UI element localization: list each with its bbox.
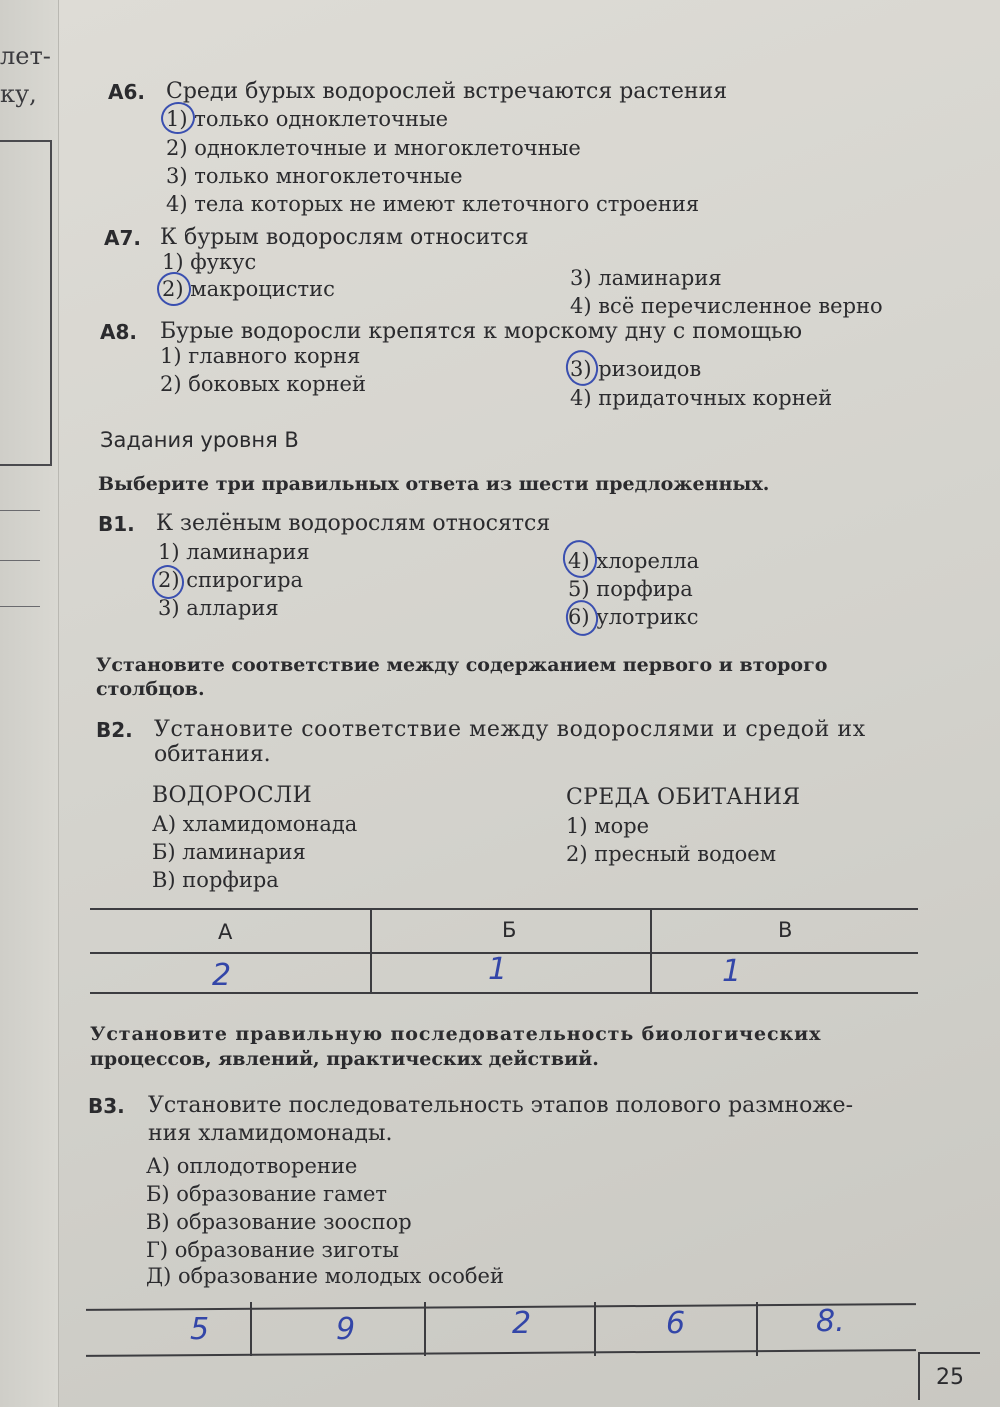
section-title-level-b: Задания уровня В <box>100 428 299 452</box>
instruction-match-line1: Установите соответствие между содержанием первого и второго <box>96 654 828 676</box>
answer-mark-circle <box>559 537 600 581</box>
algae-item-v: В) порфира <box>152 868 279 892</box>
option-a8-3: 3) ризоидов <box>570 357 702 381</box>
table-header-v: В <box>778 918 793 942</box>
algae-item-a: А) хламидомонада <box>152 812 358 836</box>
handwritten-seq-1: 5 <box>190 1312 210 1347</box>
stage-g: Г) образование зиготы <box>146 1238 399 1262</box>
prev-page-line <box>0 606 40 607</box>
answer-mark-circle <box>158 99 198 137</box>
answer-mark-circle <box>154 269 194 309</box>
answer-mark-circle <box>563 347 602 389</box>
option-a6-2: 2) одноклеточные и многоклеточные <box>166 136 581 160</box>
stage-b: Б) образование гамет <box>146 1182 387 1206</box>
handwritten-answer-a: 2 <box>212 958 232 993</box>
question-text-b2-line1: Установите соответствие между водорослями и средой их <box>154 717 866 742</box>
instruction-match-line2: столбцов. <box>96 678 205 700</box>
option-a6-4: 4) тела которых не имеют клеточного строения <box>166 192 700 216</box>
habitat-item-2: 2) пресный водоем <box>566 842 777 866</box>
table-header-a: А <box>218 920 233 944</box>
option-b1-4: 4) хлорелла <box>568 549 700 573</box>
column-header-habitat: СРЕДА ОБИТАНИЯ <box>566 785 801 810</box>
option-a7-3: 3) ламинария <box>570 266 722 290</box>
question-text-a8: Бурые водоросли крепятся к морскому дну с помощью <box>160 319 803 344</box>
option-a7-2: 2) макроцистис <box>162 277 335 301</box>
option-a8-1: 1) главного корня <box>160 344 361 368</box>
habitat-item-1: 1) море <box>566 814 650 838</box>
handwritten-seq-5: 8. <box>816 1304 845 1339</box>
question-number-b3: В3. <box>88 1094 125 1118</box>
handwritten-answer-v: 1 <box>722 954 742 989</box>
option-b1-5: 5) порфира <box>568 577 693 601</box>
column-header-algae: ВОДОРОСЛИ <box>152 783 313 808</box>
handwritten-seq-3: 2 <box>512 1306 532 1341</box>
question-text-b2-line2: обитания. <box>154 742 271 767</box>
handwritten-answer-b: 1 <box>488 952 508 987</box>
question-number-b2: В2. <box>96 718 133 742</box>
option-a6-3: 3) только многоклеточные <box>166 164 463 188</box>
question-text-a6: Среди бурых водорослей встречаются растения <box>166 79 728 104</box>
instruction-choose-three: Выберите три правильных ответа из шести предложенных. <box>98 473 770 495</box>
option-b1-6: 6) улотрикс <box>568 605 699 629</box>
table-header-b: Б <box>502 918 517 942</box>
prev-page-line <box>0 510 40 511</box>
prev-page-text-1: лет- <box>0 42 51 70</box>
question-text-b1: К зелёным водорослям относятся <box>156 511 551 536</box>
stage-a: А) оплодотворение <box>146 1154 358 1178</box>
prev-page-box <box>0 140 52 466</box>
option-a8-4: 4) придаточных корней <box>570 386 833 410</box>
answer-mark-circle <box>563 597 602 639</box>
instruction-sequence-line1: Установите правильную последовательность биологических <box>90 1023 822 1045</box>
question-number-a6: А6. <box>108 80 145 104</box>
prev-page-text-2: ку, <box>0 80 37 108</box>
handwritten-seq-2: 9 <box>336 1312 356 1347</box>
stage-v: В) образование зооспор <box>146 1210 412 1234</box>
option-b1-2: 2) спирогира <box>158 568 304 592</box>
question-text-a7: К бурым водорослям относится <box>160 225 529 250</box>
page-number: 25 <box>918 1352 980 1400</box>
option-a8-2: 2) боковых корней <box>160 372 366 396</box>
question-text-b3-line2: ния хламидомонады. <box>148 1121 393 1146</box>
stage-d: Д) образование молодых особей <box>146 1264 504 1288</box>
question-number-a8: А8. <box>100 320 137 344</box>
option-a6-1: 1) только одноклеточные <box>166 107 449 131</box>
question-text-b3-line1: Установите последовательность этапов полового размноже- <box>148 1093 854 1118</box>
instruction-sequence-line2: процессов, явлений, практических действий. <box>90 1048 599 1070</box>
question-number-b1: В1. <box>98 512 135 536</box>
prev-page-line <box>0 560 40 561</box>
question-number-a7: А7. <box>104 226 141 250</box>
handwritten-seq-4: 6 <box>666 1306 686 1341</box>
option-a7-4: 4) всё перечисленное верно <box>570 294 883 318</box>
option-b1-3: 3) аллария <box>158 596 279 620</box>
option-a7-1: 1) фукус <box>162 250 257 274</box>
algae-item-b: Б) ламинария <box>152 840 306 864</box>
option-b1-1: 1) ламинария <box>158 540 310 564</box>
